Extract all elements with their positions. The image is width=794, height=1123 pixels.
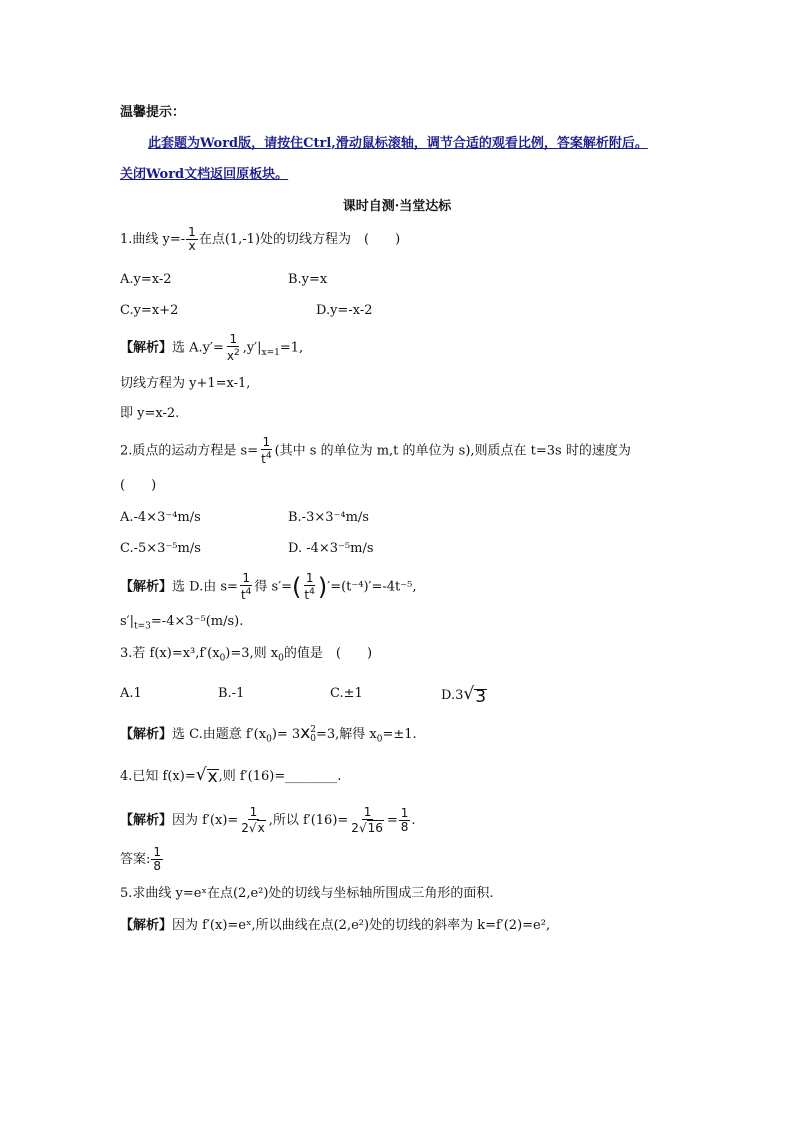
q1-option-b: B.y=x (288, 272, 328, 287)
tips-title: 温馨提示： (120, 105, 186, 120)
question-2: 2.质点的运动方程是 s= $\frac{1}{t^4}$ (其中 s 的单位为 m,t 的单位为 s),则质点在 t=3s 时的速度为 (120, 435, 631, 466)
question-1: 1.曲线 y=- $\frac{1}{x}$ 在点(1,-1)处的切线方程为 ( ) (120, 225, 401, 253)
q3-option-c: C.±1 (330, 686, 363, 701)
q2-option-a: A.-4×3⁻⁴m/s (120, 510, 201, 525)
tips-line-2[interactable]: 关闭Word文档返回原板块。 (120, 167, 289, 182)
question-5: 5.求曲线 y=eˣ在点(2,e²)处的切线与坐标轴所围成三角形的面积. (120, 886, 494, 901)
q2-analysis: 【解析】选 D.由 s= $\frac{1}{t^4}$ 得 s′=( $\frac{1}{t^4}$ )′=(t⁻⁴)′=-4t⁻⁵, (120, 571, 417, 602)
q2-option-d: D. -4×3⁻⁵m/s (288, 541, 374, 556)
q1-option-c: C.y=x+2 (120, 303, 179, 318)
q1-analysis-line-3: 即 y=x-2. (120, 406, 180, 421)
fraction: $\frac{1}{x}$ (188, 225, 196, 253)
q2-option-b: B.-3×3⁻⁴m/s (288, 510, 369, 525)
question-4: 4.已知 f(x)= √ x ,则 f′(16)=________. (120, 765, 342, 787)
q2-analysis-line-2: $s'|_{t=3}=-4\times 3^{-5}(m/s)$. (120, 614, 244, 632)
q1-analysis-line-2: 切线方程为 y+1=x-1, (120, 376, 251, 391)
q3-option-b: B.-1 (218, 686, 245, 701)
q3-option-a: A.1 (120, 686, 142, 701)
q4-analysis: 【解析】因为 f′(x)= 1 2 √ x ,所以 f′(16)= 1 2 √ 16 = $\frac{1}{8}$ . (120, 805, 416, 835)
q3-analysis: 【解析】选 C.由题意 $f'(x_0)= 3x$ 2 0 =3,解得 $x_0=\pm 1$. (120, 723, 417, 745)
q1-analysis: 【解析】选 A.y′= $\frac{1}{x^2}$ $,y'|_{x=1}=1$, (120, 332, 304, 363)
tips-line-1[interactable]: 此套题为Word版，请按住Ctrl,滑动鼠标滚轴，调节合适的观看比例，答案解析附后。 (148, 136, 648, 151)
q5-analysis: 【解析】因为 f′(x)=eˣ,所以曲线在点(2,e²)处的切线的斜率为 k=f′(2)=e², (120, 918, 551, 933)
q1-option-a: A.y=x-2 (120, 272, 172, 287)
q1-option-d: D.y=-x-2 (316, 303, 373, 318)
q4-answer: 答案: $\frac{1}{8}$ (120, 845, 162, 873)
section-title: 课时自测·当堂达标 (342, 199, 452, 214)
question-3: 3.若 $f(x)=x^3,f'(x_0)=3$,则 $x_0$的值是 ( ) (120, 646, 373, 664)
q3-option-d: D.3 √ 3 (441, 684, 487, 707)
q2-option-c: C.-5×3⁻⁵m/s (120, 541, 201, 556)
q2-paren: ( ) (120, 478, 157, 493)
